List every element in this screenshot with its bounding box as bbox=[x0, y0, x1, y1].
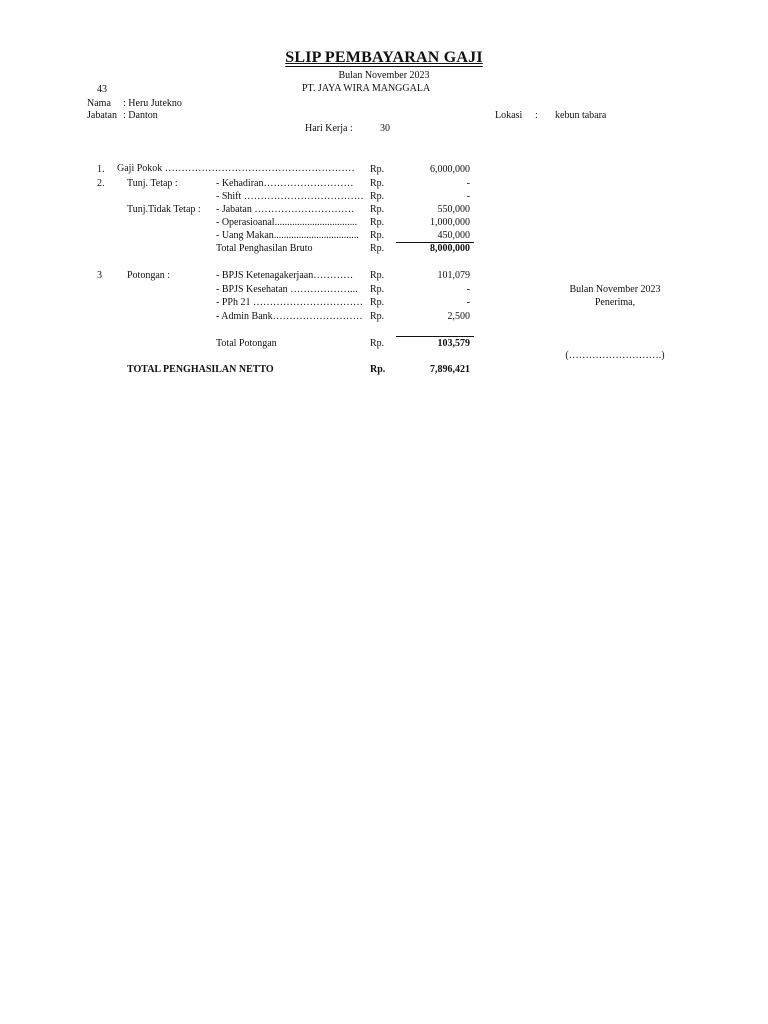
company-name: PT. JAYA WIRA MANGGALA bbox=[302, 83, 431, 94]
currency-label: Rp. bbox=[370, 191, 385, 202]
meal-allowance-label: - Uang Makan.................................. bbox=[216, 230, 359, 241]
deductions-divider bbox=[396, 336, 474, 337]
name-value: : Heru Jutekno bbox=[123, 98, 182, 109]
currency-label: Rp. bbox=[370, 217, 385, 228]
currency-label: Rp. bbox=[370, 270, 385, 281]
shift-value: - bbox=[466, 191, 470, 202]
attendance-label: - Kehadiran……………………… bbox=[216, 178, 354, 189]
currency-label: Rp. bbox=[370, 364, 386, 375]
signature-period: Bulan November 2023 bbox=[569, 284, 661, 295]
fixed-allowance-label: Tunj. Tetap : bbox=[127, 178, 178, 189]
bpjs-health-value: - bbox=[466, 284, 470, 295]
location-label: Lokasi bbox=[495, 110, 523, 121]
item-number: 3 bbox=[97, 270, 102, 281]
attendance-value: - bbox=[466, 178, 470, 189]
basic-salary-label: Gaji Pokok ………………………………………………… bbox=[117, 163, 355, 174]
bpjs-health-label: - BPJS Kesehatan ………………... bbox=[216, 284, 358, 295]
location-value: kebun tabara bbox=[555, 110, 607, 121]
bpjs-employment-label: - BPJS Ketenagakerjaan………… bbox=[216, 270, 354, 281]
slip-title: SLIP PEMBAYARAN GAJI bbox=[285, 49, 483, 66]
basic-salary-value: 6,000,000 bbox=[430, 164, 470, 175]
net-income-value: 7,896,421 bbox=[430, 364, 470, 375]
nonfixed-allowance-label: Tunj.Tidak Tetap : bbox=[127, 204, 201, 215]
currency-label: Rp. bbox=[370, 204, 385, 215]
gross-income-value: 8,000,000 bbox=[430, 243, 470, 254]
position-label: Jabatan bbox=[87, 110, 117, 121]
operational-label: - Operasioanal................................. bbox=[216, 217, 358, 228]
slip-number: 43 bbox=[97, 84, 107, 95]
total-deductions-label: Total Potongan bbox=[216, 338, 277, 349]
currency-label: Rp. bbox=[370, 230, 385, 241]
item-number: 1. bbox=[97, 164, 105, 175]
name-label: Nama bbox=[87, 98, 111, 109]
signature-line: (……………………….) bbox=[565, 350, 665, 361]
position-allowance-label: - Jabatan ………………………… bbox=[216, 204, 355, 215]
currency-label: Rp. bbox=[370, 164, 385, 175]
currency-label: Rp. bbox=[370, 297, 385, 308]
item-number: 2. bbox=[97, 178, 105, 189]
bpjs-employment-value: 101,079 bbox=[437, 270, 470, 281]
workdays-label: Hari Kerja : bbox=[305, 123, 353, 134]
operational-value: 1,000,000 bbox=[430, 217, 470, 228]
net-income-label: TOTAL PENGHASILAN NETTO bbox=[127, 364, 274, 375]
meal-allowance-value: 450,000 bbox=[437, 230, 470, 241]
workdays-value: 30 bbox=[380, 123, 390, 134]
currency-label: Rp. bbox=[370, 338, 385, 349]
bank-admin-value: 2,500 bbox=[447, 311, 470, 322]
shift-label: - Shift ……………………………… bbox=[216, 191, 364, 202]
position-value: : Danton bbox=[123, 110, 158, 121]
bank-admin-label: - Admin Bank……………………… bbox=[216, 311, 363, 322]
location-colon: : bbox=[535, 110, 538, 121]
income-tax-label: - PPh 21 …………………………… bbox=[216, 297, 363, 308]
position-allowance-value: 550,000 bbox=[437, 204, 470, 215]
currency-label: Rp. bbox=[370, 243, 385, 254]
period-heading: Bulan November 2023 bbox=[338, 70, 430, 81]
total-deductions-value: 103,579 bbox=[437, 338, 470, 349]
gross-income-label: Total Penghasilan Bruto bbox=[216, 243, 313, 254]
currency-label: Rp. bbox=[370, 311, 385, 322]
recipient-label: Penerima, bbox=[594, 297, 636, 308]
currency-label: Rp. bbox=[370, 178, 385, 189]
income-tax-value: - bbox=[466, 297, 470, 308]
deductions-label: Potongan : bbox=[127, 270, 171, 281]
currency-label: Rp. bbox=[370, 284, 385, 295]
